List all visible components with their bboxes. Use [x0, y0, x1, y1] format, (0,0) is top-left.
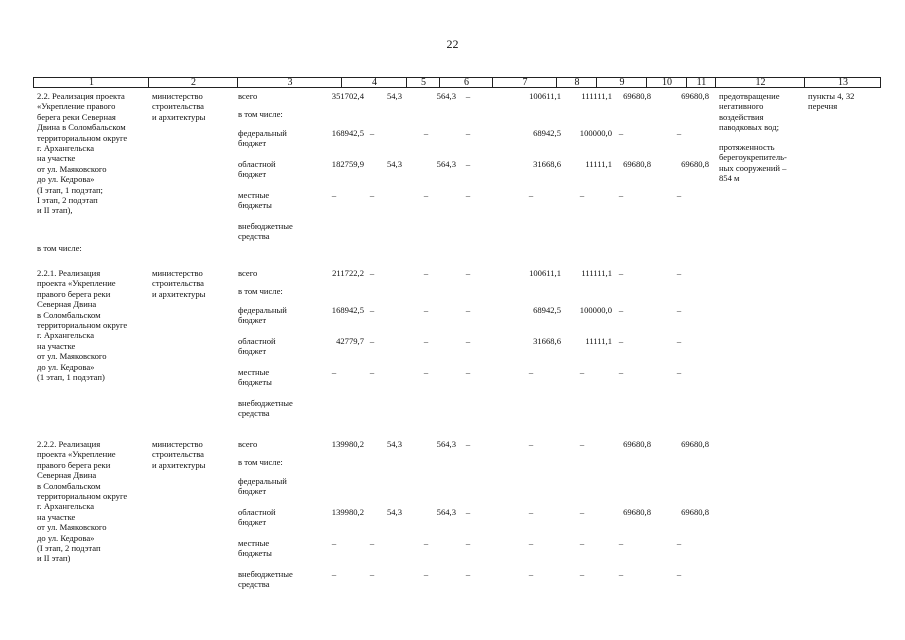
value-cell: – — [331, 569, 337, 579]
funding-source: областной бюджет — [238, 159, 276, 180]
column-header-11: 11 — [696, 77, 707, 88]
value-cell: – — [618, 268, 624, 278]
value-cell: – — [423, 305, 429, 315]
value-cell: 54,3 — [386, 507, 402, 517]
funding-source: внебюджетные средства — [238, 221, 293, 242]
column-divider — [596, 78, 597, 88]
value-cell: 351702,4 — [331, 91, 364, 101]
funding-source: местные бюджеты — [238, 190, 272, 211]
value-cell: – — [528, 538, 534, 548]
value-cell: – — [676, 268, 682, 278]
funding-source: всего — [238, 439, 258, 449]
value-cell: – — [676, 569, 682, 579]
value-cell: 139980,2 — [331, 439, 364, 449]
value-cell: – — [369, 538, 375, 548]
value-cell: 69680,8 — [681, 91, 709, 101]
value-cell: 182759,9 — [331, 159, 364, 169]
column-header-3: 3 — [287, 77, 293, 88]
value-cell: 69680,8 — [623, 159, 651, 169]
value-cell: 54,3 — [386, 439, 402, 449]
funding-source: федеральный бюджет — [238, 128, 287, 149]
value-cell: – — [465, 268, 471, 278]
value-cell: – — [465, 367, 471, 377]
value-cell: – — [465, 128, 471, 138]
value-cell: – — [331, 538, 337, 548]
funding-source: местные бюджеты — [238, 367, 272, 388]
funding-source: в том числе: — [238, 457, 283, 467]
value-cell: – — [369, 569, 375, 579]
funding-source: внебюджетные средства — [238, 569, 293, 590]
value-cell: 69680,8 — [623, 91, 651, 101]
value-cell: – — [465, 159, 471, 169]
page-number: 22 — [446, 37, 459, 51]
column-divider — [439, 78, 440, 88]
value-cell: 69680,8 — [681, 159, 709, 169]
value-cell: – — [676, 336, 682, 346]
value-cell: – — [369, 268, 375, 278]
executor: министерство строительства и архитектуры — [152, 91, 206, 122]
funding-source: внебюджетные средства — [238, 398, 293, 419]
value-cell: – — [618, 190, 624, 200]
value-cell: – — [528, 507, 534, 517]
funding-source: всего — [238, 91, 258, 101]
value-cell: – — [618, 336, 624, 346]
value-cell: 564,3 — [436, 439, 456, 449]
value-cell: – — [676, 367, 682, 377]
value-cell: – — [618, 569, 624, 579]
value-cell: 54,3 — [386, 91, 402, 101]
value-cell: 139980,2 — [331, 507, 364, 517]
value-cell: – — [369, 128, 375, 138]
value-cell: 564,3 — [436, 507, 456, 517]
value-cell: – — [579, 439, 585, 449]
value-cell: – — [465, 507, 471, 517]
column-header-9: 9 — [619, 77, 625, 88]
column-divider — [804, 78, 805, 88]
value-cell: – — [676, 190, 682, 200]
value-cell: 100000,0 — [579, 305, 612, 315]
value-cell: – — [465, 538, 471, 548]
item-name: 2.2.2. Реализация проекта «Укрепление правого берега реки Северная Двина в Соломбальском территориальном округе г. Архангельска на участке от ул. Маяковского до ул. Кедрова» (I этап, 2 подэтап и II этап) — [37, 439, 128, 564]
value-cell: 100000,0 — [579, 128, 612, 138]
column-header-4: 4 — [372, 77, 377, 88]
value-cell: 168942,5 — [331, 305, 364, 315]
column-header-1: 1 — [89, 77, 94, 88]
column-divider — [715, 78, 716, 88]
value-cell: – — [465, 305, 471, 315]
funding-source: в том числе: — [238, 109, 283, 119]
column-divider — [406, 78, 407, 88]
value-cell: 564,3 — [436, 91, 456, 101]
value-cell: – — [331, 367, 337, 377]
value-cell: – — [369, 190, 375, 200]
value-cell: – — [528, 367, 534, 377]
column-divider — [148, 78, 149, 88]
column-header-6: 6 — [464, 77, 469, 88]
value-cell: – — [676, 128, 682, 138]
value-cell: 69680,8 — [623, 439, 651, 449]
result-indicator: предотвращение негативного воздействия паводковых вод; — [719, 91, 780, 133]
value-cell: – — [618, 538, 624, 548]
value-cell: – — [676, 538, 682, 548]
reference: пункты 4, 32 перечня — [808, 91, 855, 112]
column-divider — [492, 78, 493, 88]
item-name-tail: в том числе: — [37, 243, 82, 253]
value-cell: 211722,2 — [332, 268, 364, 278]
value-cell: 100611,1 — [529, 91, 561, 101]
value-cell: – — [618, 128, 624, 138]
column-divider — [341, 78, 342, 88]
column-header-13: 13 — [838, 77, 848, 88]
value-cell: – — [423, 538, 429, 548]
column-header-5: 5 — [421, 77, 426, 88]
table-header — [33, 77, 881, 88]
column-header-2: 2 — [191, 77, 196, 88]
column-header-8: 8 — [574, 77, 580, 88]
value-cell: – — [579, 538, 585, 548]
column-divider — [686, 78, 687, 88]
value-cell: 11111,1 — [585, 336, 612, 346]
value-cell: – — [369, 336, 375, 346]
column-divider — [646, 78, 647, 88]
column-header-7: 7 — [522, 77, 528, 88]
value-cell: – — [331, 190, 337, 200]
value-cell: – — [579, 507, 585, 517]
value-cell: – — [423, 367, 429, 377]
value-cell: 54,3 — [386, 159, 402, 169]
value-cell: 42779,7 — [336, 336, 364, 346]
value-cell: – — [423, 336, 429, 346]
value-cell: – — [528, 190, 534, 200]
funding-source: федеральный бюджет — [238, 305, 287, 326]
value-cell: – — [528, 439, 534, 449]
value-cell: 11111,1 — [585, 159, 612, 169]
funding-source: областной бюджет — [238, 336, 276, 357]
value-cell: – — [423, 569, 429, 579]
value-cell: 69680,8 — [681, 507, 709, 517]
value-cell: – — [465, 439, 471, 449]
funding-source: областной бюджет — [238, 507, 276, 528]
value-cell: – — [369, 305, 375, 315]
value-cell: – — [369, 367, 375, 377]
value-cell: 69680,8 — [681, 439, 709, 449]
value-cell: – — [528, 569, 534, 579]
funding-source: всего — [238, 268, 258, 278]
value-cell: – — [465, 190, 471, 200]
funding-source: федеральный бюджет — [238, 476, 287, 497]
value-cell: 69680,8 — [623, 507, 651, 517]
column-divider — [237, 78, 238, 88]
value-cell: 564,3 — [436, 159, 456, 169]
item-name: 2.2. Реализация проекта «Укрепление правого берега реки Северная Двина в Соломбальском территориальном округе г. Архангельска на участке от ул. Маяковского до ул. Кедрова» (I этап, 1 подэтап; I этап, 2 подэтап и II этап), — [37, 91, 128, 216]
value-cell: 168942,5 — [331, 128, 364, 138]
value-cell: – — [423, 190, 429, 200]
value-cell: – — [423, 128, 429, 138]
value-cell: 68942,5 — [533, 305, 561, 315]
value-cell: – — [579, 190, 585, 200]
column-divider — [556, 78, 557, 88]
column-header-12: 12 — [755, 77, 766, 88]
value-cell: 68942,5 — [533, 128, 561, 138]
value-cell: 111111,1 — [581, 268, 612, 278]
executor: министерство строительства и архитектуры — [152, 439, 206, 470]
result-indicator-2: протяженность берегоукрепитель- ных сооружений – 854 м — [719, 142, 787, 184]
value-cell: – — [676, 305, 682, 315]
item-name: 2.2.1. Реализация проекта «Укрепление правого берега реки Северная Двина в Соломбальском территориальном округе г. Архангельска на участке от ул. Маяковского до ул. Кедрова» (1 этап, 1 подэтап) — [37, 268, 128, 383]
funding-source: местные бюджеты — [238, 538, 272, 559]
value-cell: 31668,6 — [533, 159, 561, 169]
value-cell: – — [465, 569, 471, 579]
funding-source: в том числе: — [238, 286, 283, 296]
value-cell: – — [423, 268, 429, 278]
value-cell: 31668,6 — [533, 336, 561, 346]
column-header-10: 10 — [662, 77, 672, 88]
executor: министерство строительства и архитектуры — [152, 268, 206, 299]
value-cell: 100611,1 — [529, 268, 561, 278]
value-cell: 111111,1 — [581, 91, 612, 101]
value-cell: – — [465, 91, 471, 101]
value-cell: – — [579, 367, 585, 377]
value-cell: – — [618, 305, 624, 315]
value-cell: – — [579, 569, 585, 579]
value-cell: – — [465, 336, 471, 346]
value-cell: – — [618, 367, 624, 377]
